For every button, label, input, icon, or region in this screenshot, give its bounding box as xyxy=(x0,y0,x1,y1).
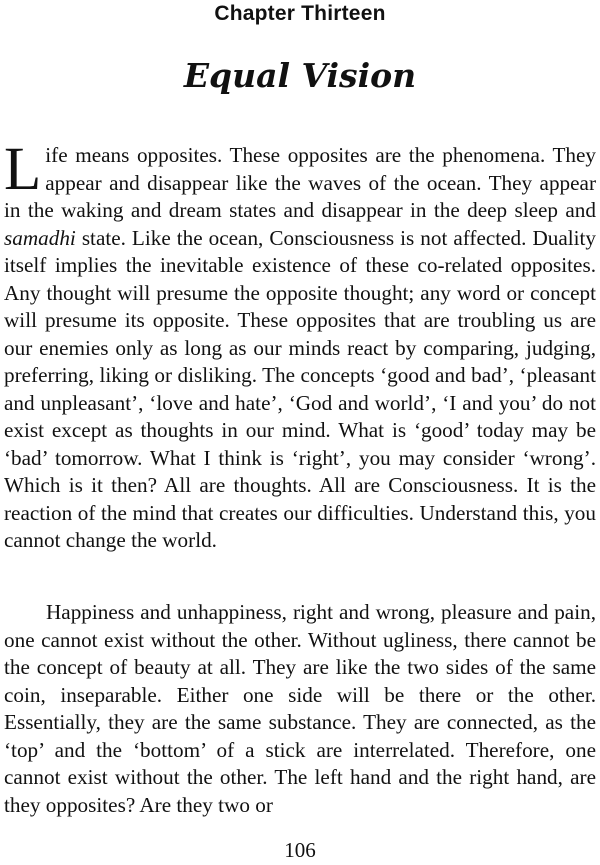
page-number: 106 xyxy=(284,838,316,862)
paragraph-1-emphasis: samadhi xyxy=(4,225,76,250)
chapter-label: Chapter Thirteen xyxy=(214,2,386,25)
paragraph-1-text-a: ife means opposites. These opposites are the phenomena. They appear and disappear like the waves of the ocean. They appear in the waking and dream states and disappear in the deep sleep and xyxy=(4,143,596,222)
chapter-title: Equal Vision xyxy=(183,56,417,95)
paragraph-1 xyxy=(4,136,596,555)
drop-cap: L xyxy=(4,136,42,203)
paragraph-1-text-b: state. Like the ocean, Consciousness is not affected. Duality itself implies the inevitable existence of these co-related opposites. Any thought will presume the opposite thought; any word or concept will presume its opposite. These opposites that are troubling us are our enemies only as long as our minds react by comparing, judging, preferring, liking or disliking. The concepts ‘good and bad’, ‘pleasant and unpleasant’, ‘love and hate’, ‘God and world’, ‘I and you’ do not exist except as thoughts in our mind. What is ‘good’ today may be ‘bad’ tomorrow. What I think is ‘right’, you may consider ‘wrong’. Which is it then? All are thoughts. All are Consciousness. It is the reaction of the mind that creates our difficulties. Understand this, you cannot change the world. xyxy=(4,225,596,552)
paragraph-2: Happiness and unhappiness, right and wrong, pleasure and pain, one cannot exist without the other. Without ugliness, there cannot be the concept of beauty at all. They are like the two sides of the same coin, inseparable. Either one side will be there or the other. Essentially, they are the same substance. They are connected, as the ‘top’ and the ‘bottom’ of a stick are interrelated. Therefore, one cannot exist without the other. The left hand and the right hand, are they opposites? Are they two or xyxy=(4,600,596,817)
